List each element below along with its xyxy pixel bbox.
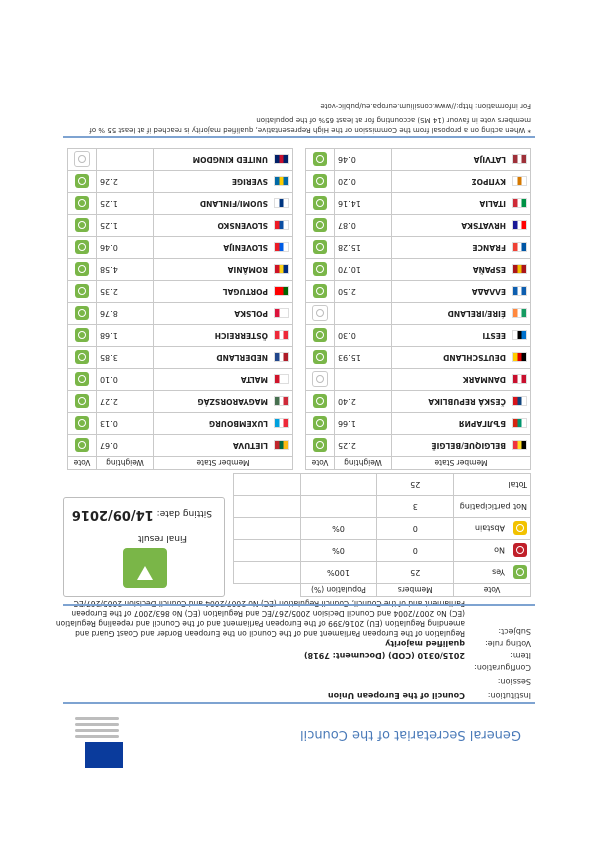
flag-icon (512, 441, 527, 451)
member-state-row: HRVATSKA 0.87 (306, 215, 531, 237)
flag-icon (512, 199, 527, 209)
member-states-table-left: Member State Weighting Vote BELGIQUE/BELGIË 2.25 БЪЛГАРИЯ 1.66 ČESKÁ REPUBLIKA 2.40 DANMARK DEUTSCHLAND 15.93 EESTI 0.30 ÉIRE/IRELAND ΕΛΛΑΔΑ 2.50 ESPAÑA 10.70 FRANCE 15.28 HRVATSKA 0.87 ITALIA 14.16 ΚΥΠΡΟΣ 0.20 LATVIJA 0.46 (305, 148, 531, 470)
flag-icon (512, 155, 527, 165)
flag-icon (274, 243, 289, 253)
flag-icon (512, 265, 527, 275)
member-state-row: FRANCE 15.28 (306, 237, 531, 259)
member-state-row: LIETUVA 0.67 (68, 435, 293, 457)
member-state-row: PORTUGAL 2.35 (68, 281, 293, 303)
yes-vote-icon (313, 263, 327, 277)
yes-vote-icon (313, 241, 327, 255)
divider (63, 136, 535, 138)
summary-table (233, 473, 531, 597)
divider (63, 604, 535, 606)
member-state-row: БЪЛГАРИЯ 1.66 (306, 413, 531, 435)
member-state-row: ITALIA 14.16 (306, 193, 531, 215)
final-yes-icon (123, 548, 167, 588)
flag-icon (274, 265, 289, 275)
yes-vote-icon (313, 219, 327, 233)
member-state-row: MALTA 0.10 (68, 369, 293, 391)
yes-vote-icon (75, 197, 89, 211)
yes-vote-icon (313, 197, 327, 211)
yes-icon (513, 566, 527, 580)
yes-vote-icon (313, 175, 327, 189)
flag-icon (274, 441, 289, 451)
yes-vote-icon (313, 439, 327, 453)
sitting-date: Sitting date: 14/09/2016 (71, 507, 212, 522)
flag-icon (274, 309, 289, 319)
summary-row: Not participating 3 (234, 496, 531, 518)
flag-icon (512, 331, 527, 341)
member-state-row: LATVIJA 0.46 (306, 149, 531, 171)
summary-header-row: Vote Members Population (%) (234, 584, 531, 597)
member-state-row: POLSKA 8.76 (68, 303, 293, 325)
member-state-row: SVERIGE 2.26 (68, 171, 293, 193)
member-state-row: ΕΛΛΑΔΑ 2.50 (306, 281, 531, 303)
yes-vote-icon (313, 153, 327, 167)
yes-vote-icon (313, 417, 327, 431)
not-participating-icon (312, 306, 328, 322)
summary-row: No 0 0% (234, 540, 531, 562)
council-logo (71, 714, 123, 768)
member-state-row: NEDERLAND 3.85 (68, 347, 293, 369)
flag-icon (274, 221, 289, 231)
flag-icon (274, 331, 289, 341)
member-state-row: ESPAÑA 10.70 (306, 259, 531, 281)
eu-flag-icon (85, 742, 123, 768)
flag-icon (512, 243, 527, 253)
member-state-row: SLOVENIJA 0.46 (68, 237, 293, 259)
not-participating-icon (312, 372, 328, 388)
member-state-row: DEUTSCHLAND 15.93 (306, 347, 531, 369)
page-title: General Secretariat of the Council (299, 727, 521, 742)
flag-icon (512, 287, 527, 297)
footnote-line1: * When acting on a proposal from the Commission or the High Representative, qualified majority is reached if at least 55 % of (89, 126, 531, 134)
member-state-row: ROMÂNIA 4.58 (68, 259, 293, 281)
footnote-link[interactable]: For information: http://www.consilium.europa.eu/public-vote (320, 102, 531, 110)
member-state-row: DANMARK (306, 369, 531, 391)
flag-icon (512, 177, 527, 187)
details-block: Institution: Council of the European Union Session: Configuration: Item: 2015/0310 (COD) (Document: 7918) Voting rule: qualified majority Subject: Regulation of the European Parliament and of the Council on the European Border and Coast Guard and amending Regulation (EU) 2016/399 of the European Parliament and of the Council and repealing Regulation (EC) No 2007/2004 and Council Decision 2005/267/EC and Regulation (EC) No 863/2007 of the European (61, 614, 531, 704)
abstain-icon (513, 522, 527, 536)
yes-vote-icon (75, 439, 89, 453)
yes-vote-icon (75, 285, 89, 299)
flag-icon (512, 419, 527, 429)
final-result-label: Final result (137, 533, 187, 543)
flag-icon (274, 375, 289, 385)
flag-icon (512, 353, 527, 363)
flag-icon (274, 419, 289, 429)
yes-vote-icon (313, 329, 327, 343)
member-states-table-right: Member State Weighting Vote LIETUVA 0.67 LUXEMBOURG 0.13 MAGYARORSZÁG 2.27 MALTA 0.10 NEDERLAND 3.85 ÖSTERREICH 1.68 POLSKA 8.76 PORTUGAL 2.35 ROMÂNIA 4.58 SLOVENIJA 0.46 SLOVENSKO 1.25 SUOMI/FINLAND 1.25 SVERIGE 2.26 UNITED KINGDOM (67, 148, 293, 470)
yes-vote-icon (313, 395, 327, 409)
not-participating-icon (74, 152, 90, 168)
footnote-line2: members vote in favour (14 MS) accounting for at least 65% of the population (256, 116, 531, 124)
flag-icon (274, 155, 289, 165)
flag-icon (274, 287, 289, 297)
member-state-row: MAGYARORSZÁG 2.27 (68, 391, 293, 413)
summary-row: Abstain 0 0% (234, 518, 531, 540)
yes-vote-icon (313, 285, 327, 299)
flag-icon (512, 397, 527, 407)
yes-vote-icon (75, 329, 89, 343)
summary-row: Yes 25 100% (234, 562, 531, 584)
yes-vote-icon (75, 175, 89, 189)
flag-icon (512, 375, 527, 385)
yes-vote-icon (75, 241, 89, 255)
member-state-row: LUXEMBOURG 0.13 (68, 413, 293, 435)
member-state-row: SLOVENSKO 1.25 (68, 215, 293, 237)
subject-value: Regulation of the European Parliament and of the Council on the European Border and Coast Guard and amending Regulation (EU) 2016/399 of the European Parliament and of the Council and repealing Regulation (EC) No 2007/2004 and Council Decision 2005/267/EC and Regulation (EC) No 863/2007 of the European (55, 609, 465, 638)
yes-vote-icon (75, 351, 89, 365)
institution-value: Council of the European Union (327, 691, 465, 700)
yes-vote-icon (313, 351, 327, 365)
yes-vote-icon (75, 395, 89, 409)
item-value: 2015/0310 (COD) (Document: 7918) (303, 651, 465, 660)
member-state-row: ÖSTERREICH 1.68 (68, 325, 293, 347)
flag-icon (512, 221, 527, 231)
flag-icon (512, 309, 527, 319)
member-state-row: EESTI 0.30 (306, 325, 531, 347)
yes-vote-icon (75, 417, 89, 431)
summary-row: Total 25 (234, 474, 531, 496)
yes-vote-icon (75, 373, 89, 387)
flag-icon (274, 397, 289, 407)
member-state-row: UNITED KINGDOM (68, 149, 293, 171)
member-state-row: ΚΥΠΡΟΣ 0.20 (306, 171, 531, 193)
yes-vote-icon (75, 263, 89, 277)
member-state-row: ÉIRE/IRELAND (306, 303, 531, 325)
no-icon (513, 544, 527, 558)
member-state-row: ČESKÁ REPUBLIKA 2.40 (306, 391, 531, 413)
member-state-row: BELGIQUE/BELGIË 2.25 (306, 435, 531, 457)
voting-rule-value: qualified majority (385, 639, 465, 648)
final-result-panel (63, 497, 225, 597)
flag-icon (274, 199, 289, 209)
yes-vote-icon (75, 307, 89, 321)
member-state-row: SUOMI/FINLAND 1.25 (68, 193, 293, 215)
yes-vote-icon (75, 219, 89, 233)
flag-icon (274, 177, 289, 187)
flag-icon (274, 353, 289, 363)
